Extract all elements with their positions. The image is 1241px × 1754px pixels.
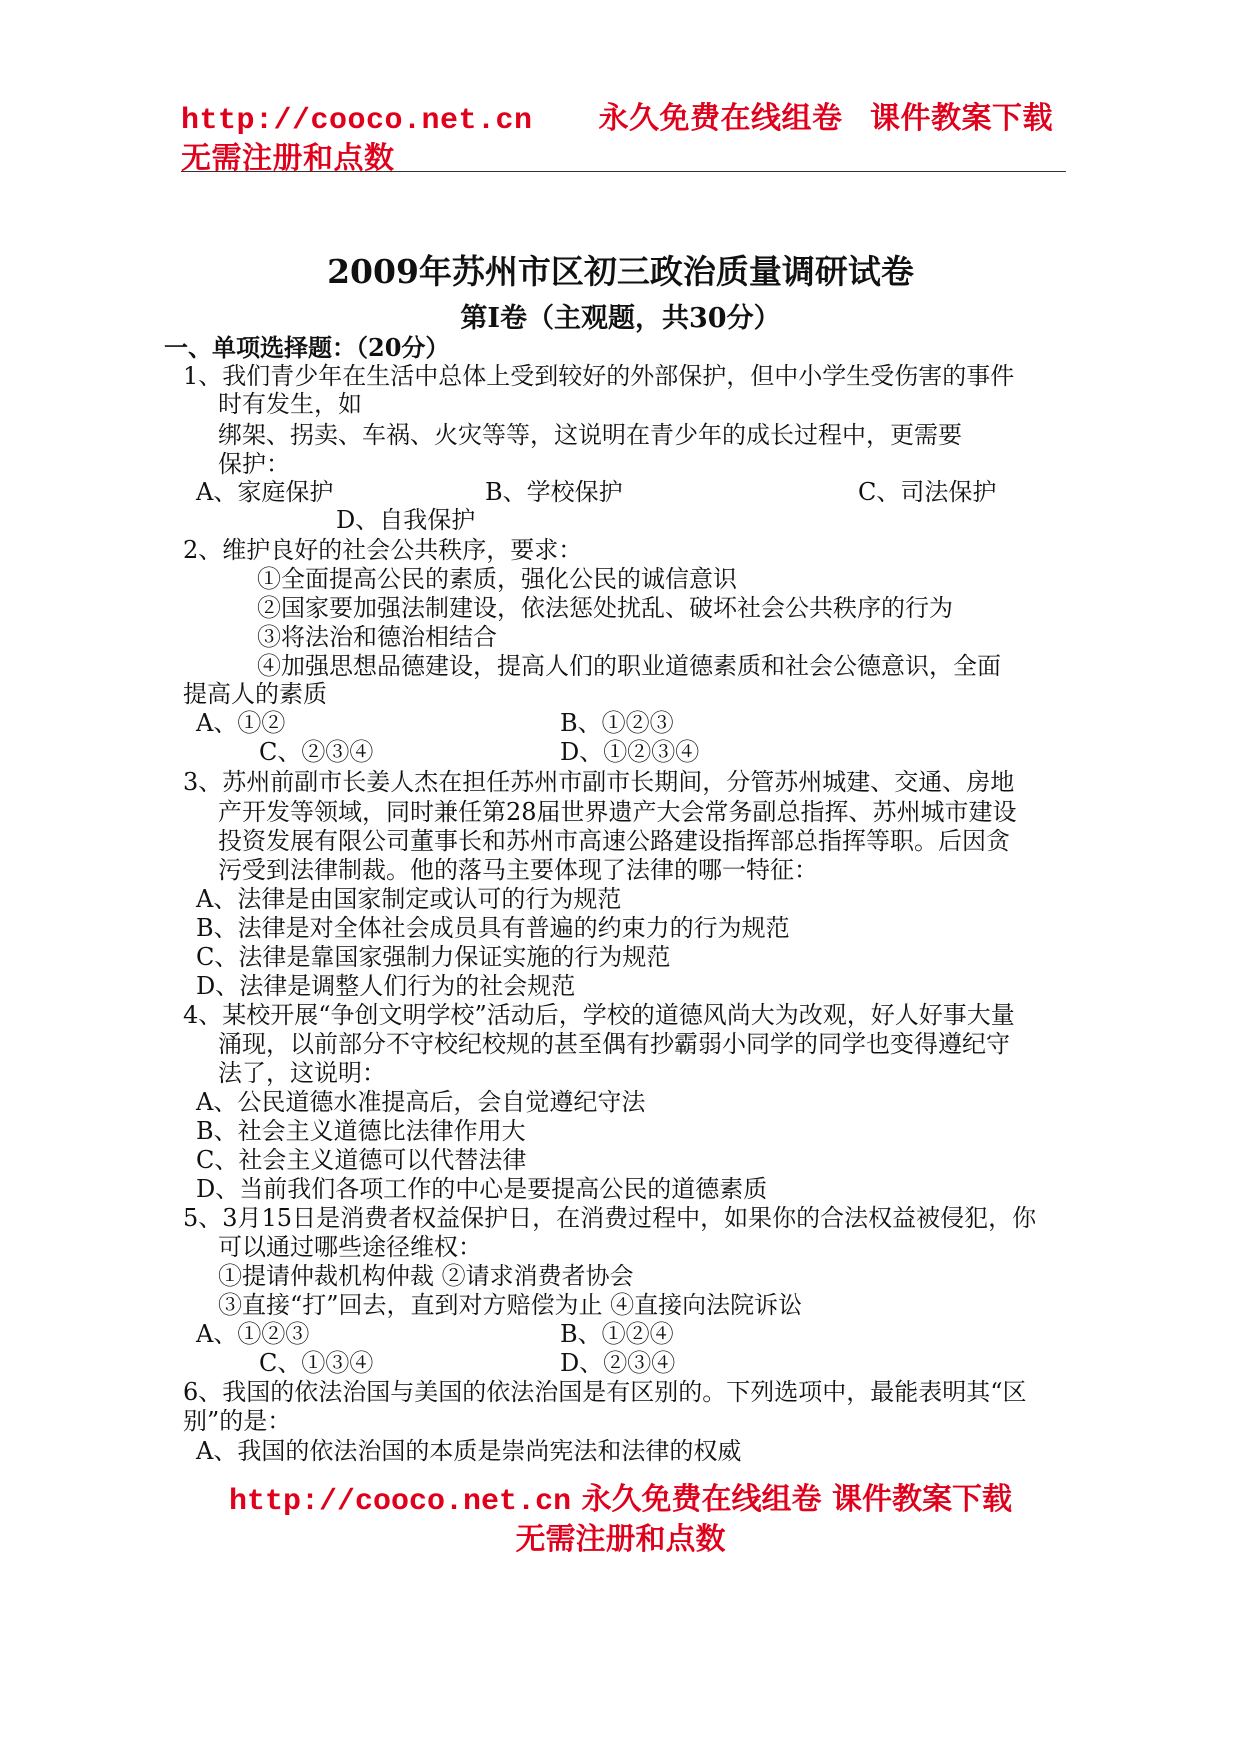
footer-line-1	[0, 1474, 1241, 1519]
header-line-1	[181, 93, 842, 138]
q5-line-2: 可以通过哪些途径维权：	[218, 1233, 482, 1261]
q4-option-d: D、当前我们各项工作的中心是要提高公民的道德素质	[196, 1175, 768, 1203]
page-subtitle: 第Ⅰ卷（主观题，共30分）	[460, 303, 781, 334]
q4-option-b: B、社会主义道德比法律作用大	[196, 1117, 526, 1145]
header-slogan-3: 无需注册和点数	[181, 141, 395, 176]
q4-option-a: A、公民道德水准提高后，会自觉遵纪守法	[196, 1088, 646, 1116]
header-slogan-2: 课件教案下载	[870, 101, 1053, 136]
q1-line-3: 绑架、拐卖、车祸、火灾等等，这说明在青少年的成长过程中，更需要	[218, 421, 962, 449]
q4-line-3: 法了，这说明：	[218, 1059, 386, 1087]
q1-option-a: A、家庭保护	[196, 478, 334, 506]
q2-option-b: B、①②③	[560, 709, 674, 737]
q5-statement-2: ③直接“打”回去，直到对方赔偿为止 ④直接向法院诉讼	[218, 1291, 803, 1319]
q2-option-c: C、②③④	[259, 738, 374, 766]
section-heading: 一、单项选择题：（20分）	[164, 333, 450, 362]
q3-option-b: B、法律是对全体社会成员具有普遍的约束力的行为规范	[196, 914, 790, 942]
q2-statement-4-cont: 提高人的素质	[183, 680, 327, 708]
q6-line-1: 6、我国的依法治国与美国的依法治国是有区别的。下列选项中，最能表明其“区	[183, 1378, 1027, 1406]
q3-line-2: 产开发等领域，同时兼任第28届世界遗产大会常务副总指挥、苏州城市建设	[218, 798, 1017, 826]
header-url-link[interactable]: http://cooco.net.cn	[181, 104, 533, 138]
q2-statement-4: ④加强思想品德建设，提高人们的职业道德素质和社会公德意识，全面	[257, 652, 1001, 680]
q2-statement-1: ①全面提高公民的素质，强化公民的诚信意识	[257, 565, 737, 593]
q5-option-c: C、①③④	[259, 1349, 374, 1377]
footer-url-link[interactable]: http://cooco.net.cn	[229, 1485, 572, 1519]
q5-option-a: A、①②③	[196, 1320, 310, 1348]
q1-option-c: C、司法保护	[858, 478, 997, 506]
q3-line-1: 3、苏州前副市长姜人杰在担任苏州市副市长期间，分管苏州城建、交通、房地	[183, 768, 1015, 796]
q5-line-1: 5、3月15日是消费者权益保护日，在消费过程中，如果你的合法权益被侵犯，你	[183, 1204, 1037, 1232]
header-divider	[181, 171, 1066, 172]
q1-option-b: B、学校保护	[485, 478, 623, 506]
q5-statement-1: ①提请仲裁机构仲裁 ②请求消费者协会	[218, 1262, 634, 1290]
q3-option-a: A、法律是由国家制定或认可的行为规范	[196, 885, 622, 913]
q2-option-a: A、①②	[196, 709, 286, 737]
q3-option-d: D、法律是调整人们行为的社会规范	[196, 972, 576, 1000]
q4-line-1: 4、某校开展“争创文明学校”活动后，学校的道德风尚大为改观，好人好事大量	[183, 1001, 1015, 1029]
q2-option-d: D、①②③④	[560, 738, 700, 766]
q4-option-c: C、社会主义道德可以代替法律	[196, 1146, 527, 1174]
q1-line-4: 保护：	[218, 450, 290, 478]
q1-line-1: 1、我们青少年在生活中总体上受到较好的外部保护，但中小学生受伤害的事件	[183, 362, 1015, 390]
q6-line-2: 别”的是：	[183, 1407, 292, 1435]
q1-line-2: 时有发生，如	[218, 390, 362, 418]
q1-option-d: D、自我保护	[336, 506, 476, 534]
footer-line-2: 无需注册和点数	[515, 1522, 726, 1557]
q5-option-d: D、②③④	[560, 1349, 676, 1377]
q4-line-2: 涌现，以前部分不守校纪校规的甚至偶有抄霸弱小同学的同学也变得遵纪守	[218, 1030, 1010, 1058]
q3-line-3: 投资发展有限公司董事长和苏州市高速公路建设指挥部总指挥等职。后因贪	[218, 827, 1010, 855]
q5-option-b: B、①②④	[560, 1320, 674, 1348]
q2-statement-3: ③将法治和德治相结合	[257, 623, 497, 651]
q2-statement-2: ②国家要加强法制建设，依法惩处扰乱、破坏社会公共秩序的行为	[257, 594, 953, 622]
q2-line-1: 2、维护良好的社会公共秩序，要求：	[183, 536, 583, 564]
page-title: 2009年苏州市区初三政治质量调研试卷	[327, 252, 914, 291]
header-slogan-1: 永久免费在线组卷	[598, 101, 843, 136]
footer-slogan: 永久免费在线组卷 课件教案下载	[581, 1482, 1012, 1517]
q6-option-a: A、我国的依法治国的本质是崇尚宪法和法律的权威	[196, 1437, 742, 1465]
q3-line-4: 污受到法律制裁。他的落马主要体现了法律的哪一特征：	[218, 856, 818, 884]
q3-option-c: C、法律是靠国家强制力保证实施的行为规范	[196, 943, 671, 971]
